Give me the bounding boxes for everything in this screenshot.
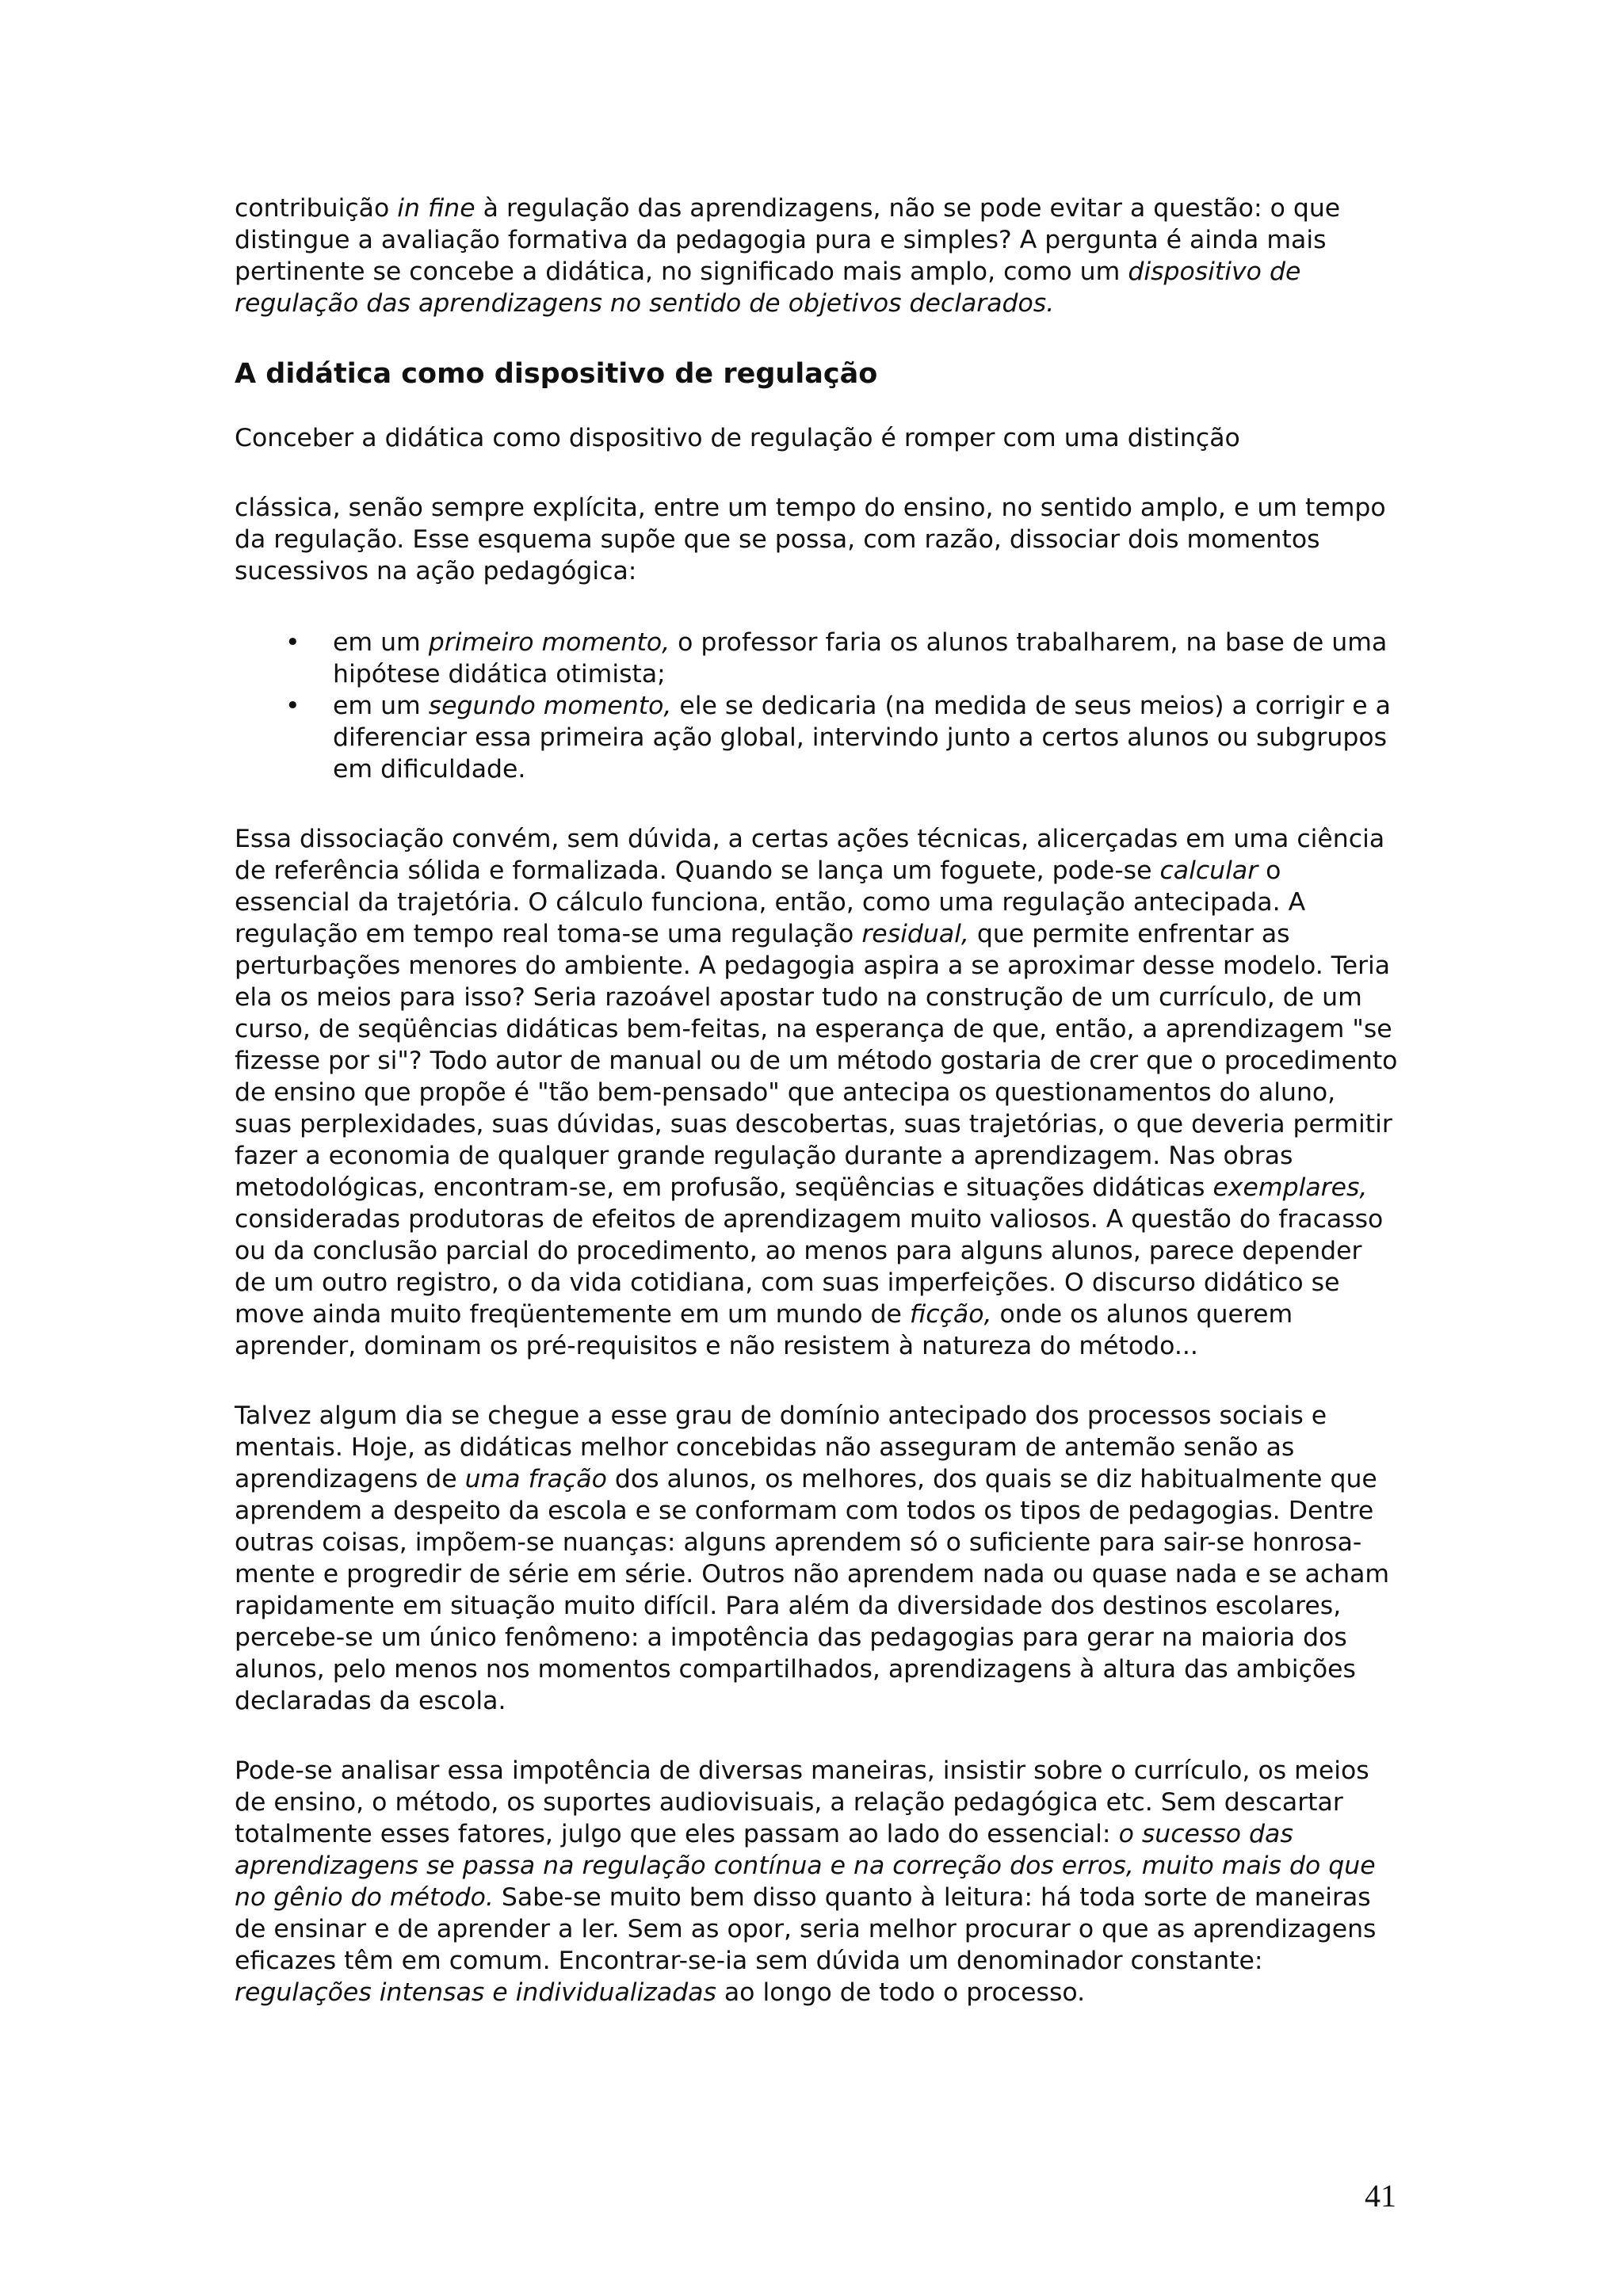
page-number: 41: [1365, 2178, 1396, 2214]
section-lead-sentence: Conceber a didática como dispositivo de regulação é romper com uma distinção: [235, 424, 1240, 452]
paragraph-text: Talvez algum dia se chegue a esse grau de domínio antecipado dos processos sociais e mentais. Hoje, as didáticas melhor concebidas não asseguram de antemão senão as aprendizagens de: [235, 1402, 1327, 1493]
paragraph-emphasis: residual,: [861, 920, 969, 948]
list-item-text: em um: [333, 628, 429, 657]
intro-text-2: à regulação das aprendizagens, não se pode evitar a questão: o que distingue a avaliação formativa da pedagogia pura e simples? A pergunta é ainda mais pertinente se concebe a didática, no significado mais amplo, como um: [235, 194, 1341, 286]
paragraph-emphasis: uma fração: [464, 1465, 607, 1493]
body-paragraph-3: [235, 1400, 1400, 1717]
paragraph-emphasis: calcular: [1159, 856, 1258, 885]
list-item-text: em um: [333, 692, 429, 720]
list-item-emphasis: primeiro momento,: [428, 628, 670, 657]
paragraph-text: Sabe-se muito bem disso quanto à leitura: há toda sorte de maneiras de ensinar e de aprender a ler. Sem as opor, seria melhor procurar o que as aprendizagens eficazes têm em comum. Encontrar-se-ia sem dúvida um denominador constante:: [235, 1883, 1377, 1975]
bullet-marker: •: [285, 628, 300, 657]
intro-emphasis-2: dispositivo de regulação das aprendizagens no sentido de objetivos declarados.: [235, 257, 1301, 318]
paragraph-text: Pode-se analisar essa impotência de diversas maneiras, insistir sobre o currículo, os meios de ensino, o método, os suportes audiovisuais, a relação pedagógica etc. Sem descartar totalmente esses fatores, julgo que eles passam ao lado do essencial:: [235, 1756, 1369, 1848]
paragraph-text: onde os alunos querem aprender, dominam os pré-requisitos e não resistem à natureza do método...: [235, 1300, 1293, 1360]
paragraph-emphasis: o sucesso das aprendizagens se passa na regulação contínua e na correção dos erros, muito mais do que no gênio do método.: [235, 1820, 1376, 1912]
body-paragraph-2: [235, 823, 1400, 1362]
paragraph-text: dos alunos, os melhores, dos quais se diz habitualmente que aprendem a despeito da escola e se conformam com todos os tipos de pedagogias. Dentre outras coisas, impõem-se nuanças: alguns aprendem só o suficiente para sair-se honrosa- mente e progredir de série em série. Outros não aprendem nada ou quase nada e se acham rapidamente em situação muito difícil. Para além da diversidade dos destinos escolares, percebe-se um único fenômeno: a impotência das pedagogias para gerar na maioria dos alunos, pelo menos nos momentos compartilhados, aprendizagens à altura das ambições declaradas da escola.: [235, 1465, 1390, 1715]
paragraph-emphasis: ficção,: [909, 1300, 992, 1329]
paragraph-text: o essencial da trajetória. O cálculo funciona, então, como uma regulação antecipada. A regulação em tempo real toma-se uma regulação: [235, 856, 1306, 948]
paragraph-text: consideradas produtoras de efeitos de aprendizagem muito valiosos. A questão do fracasso ou da conclusão parcial do procedimento, ao menos para alguns alunos, parece depender de um outro registro, o da vida cotidiana, com suas imperfeições. O discurso didático se move ainda muito freqüentemente em um mundo de: [235, 1205, 1384, 1329]
body-paragraph-4: [235, 1755, 1400, 2008]
list-item-emphasis: segundo momento,: [428, 692, 672, 720]
intro-text-1: contribuição: [235, 194, 398, 223]
list-item-text: o professor faria os alunos trabalharem, na base de uma hipótese didática otimista;: [333, 628, 1388, 688]
section-heading: A didática como dispositivo de regulação: [235, 358, 878, 390]
intro-paragraph: [235, 193, 1400, 319]
paragraph-emphasis: exemplares,: [1212, 1173, 1368, 1202]
paragraph-text: ao longo de todo o processo.: [716, 1978, 1086, 2007]
paragraph-emphasis: regulações intensas e individualizadas: [235, 1978, 716, 2007]
list-item: [235, 627, 1400, 690]
paragraph-text: que permite enfrentar as perturbações menores do ambiente. A pedagogia aspira a se aproximar desse modelo. Teria ela os meios para isso? Seria razoável apostar tudo na construção de um currículo, de um curso, de seqüências didáticas bem-feitas, na esperança de que, então, a aprendizagem "se fizesse por si"? Todo autor de manual ou de um método gostaria de crer que o procedimento de ensino que propõe é "tão bem-pensado" que antecipa os questionamentos do aluno, suas perplexidades, suas dúvidas, suas descobertas, suas trajetórias, o que deveria permitir fazer a economia de qualquer grande regulação durante a aprendizagem. Nas obras metodológicas, encontram-se, em profusão, seqüências e situações didáticas: [235, 920, 1398, 1202]
bullet-list: [235, 627, 1400, 785]
bullet-marker: •: [285, 692, 300, 720]
paragraph-text: Essa dissociação convém, sem dúvida, a certas ações técnicas, alicerçadas em uma ciência de referência sólida e formalizada. Quando se lança um foguete, pode-se: [235, 825, 1385, 885]
page-content: [235, 193, 1400, 2008]
list-item-text: ele se dedicaria (na medida de seus meios) a corrigir e a diferenciar essa primeira ação global, intervindo junto a certos alunos ou subgrupos em dificuldade.: [333, 692, 1391, 784]
section-paragraph-1: clássica, senão sempre explícita, entre um tempo do ensino, no sentido amplo, e um tempo da regulação. Esse esquema supõe que se possa, com razão, dissociar dois momentos sucessivos na ação pedagógica:: [235, 494, 1386, 585]
list-item: [235, 690, 1400, 785]
intro-emphasis-1: in fine: [397, 194, 475, 223]
